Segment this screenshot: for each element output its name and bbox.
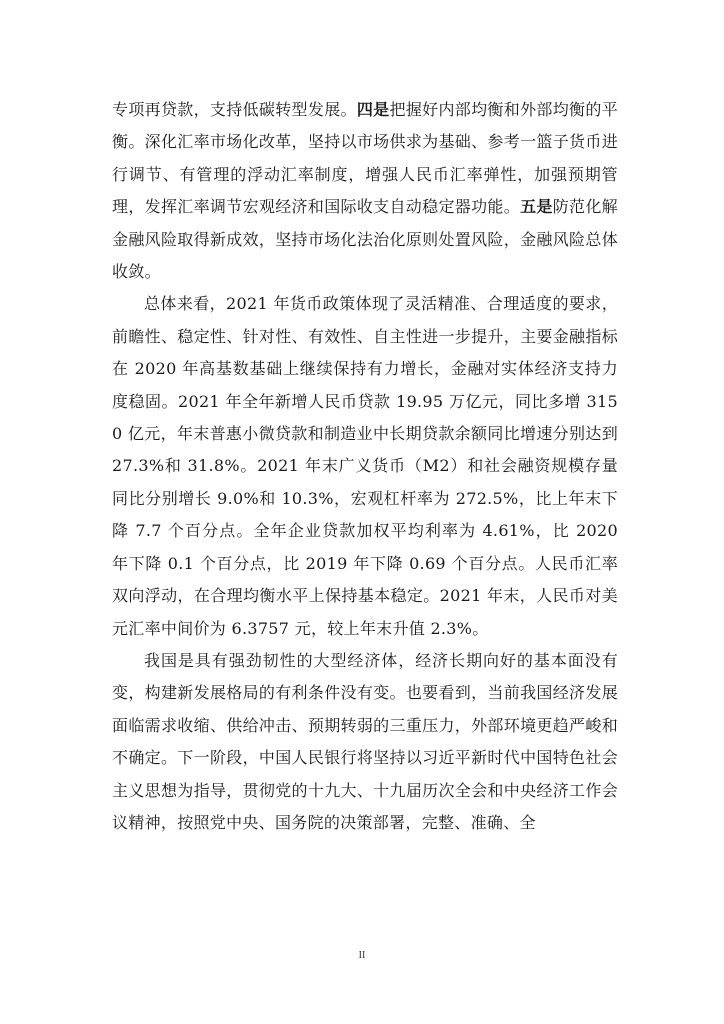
- text-run: 总体来看，2021 年货币政策体现了灵活精准、合理适度的要求，前瞻性、稳定性、针对性、有效性、自主性进一步提升，主要金融指标在 2020 年高基数基础上继续保持有力增长，金融对实体经济支持力度稳固。2021 年全年新增人民币贷款 19.95 万亿元，同比多增 3150 亿元，年末普惠小微贷款和制造业中长期贷款余额同比增速分别达到 27.3%和 31.8%。2021 年末广义货币（M2）和社会融资规模存量同比分别增长 9.0%和 10.3%，宏观杠杆率为 272.5%，比上年末下降 7.7 个百分点。全年企业贷款加权平均利率为 4.61%，比 2020 年下降 0.1 个百分点，比 2019 年下降 0.69 个百分点。人民币汇率双向浮动，在合理均衡水平上保持基本稳定。2021 年末，人民币对美元汇率中间价为 6.3757 元，较上年末升值 2.3%。: [112, 294, 618, 638]
- paragraph-3: [112, 645, 618, 839]
- page-number: II: [358, 950, 366, 961]
- body-text: [112, 94, 618, 839]
- paragraph-2: [112, 288, 618, 644]
- paragraph-1: [112, 94, 618, 288]
- text-run: 把握好内部均衡和外部均衡的平衡。深化汇率市场化改革，坚持以市场供求为基础、参考一篮子货币进行调节、有管理的浮动汇率制度，增强人民币汇率弹性，加强预期管理，发挥汇率调节宏观经济和国际收支自动稳定器功能。: [112, 100, 618, 217]
- bold-text-run: 四是: [356, 100, 390, 119]
- text-run: 防范化解金融风险取得新成效，坚持市场化法治化原则处置风险，金融风险总体收敛。: [112, 197, 618, 282]
- text-run: 我国是具有强劲韧性的大型经济体，经济长期向好的基本面没有变，构建新发展格局的有利条件没有变。也要看到，当前我国经济发展面临需求收缩、供给冲击、预期转弱的三重压力，外部环境更趋严峻和不确定。下一阶段，中国人民银行将坚持以习近平新时代中国特色社会主义思想为指导，贯彻党的十九大、十九届历次全会和中央经济工作会议精神，按照党中央、国务院的决策部署，完整、准确、全: [112, 650, 618, 832]
- text-run: 专项再贷款，支持低碳转型发展。: [112, 100, 357, 119]
- bold-text-run: 五是: [520, 197, 553, 217]
